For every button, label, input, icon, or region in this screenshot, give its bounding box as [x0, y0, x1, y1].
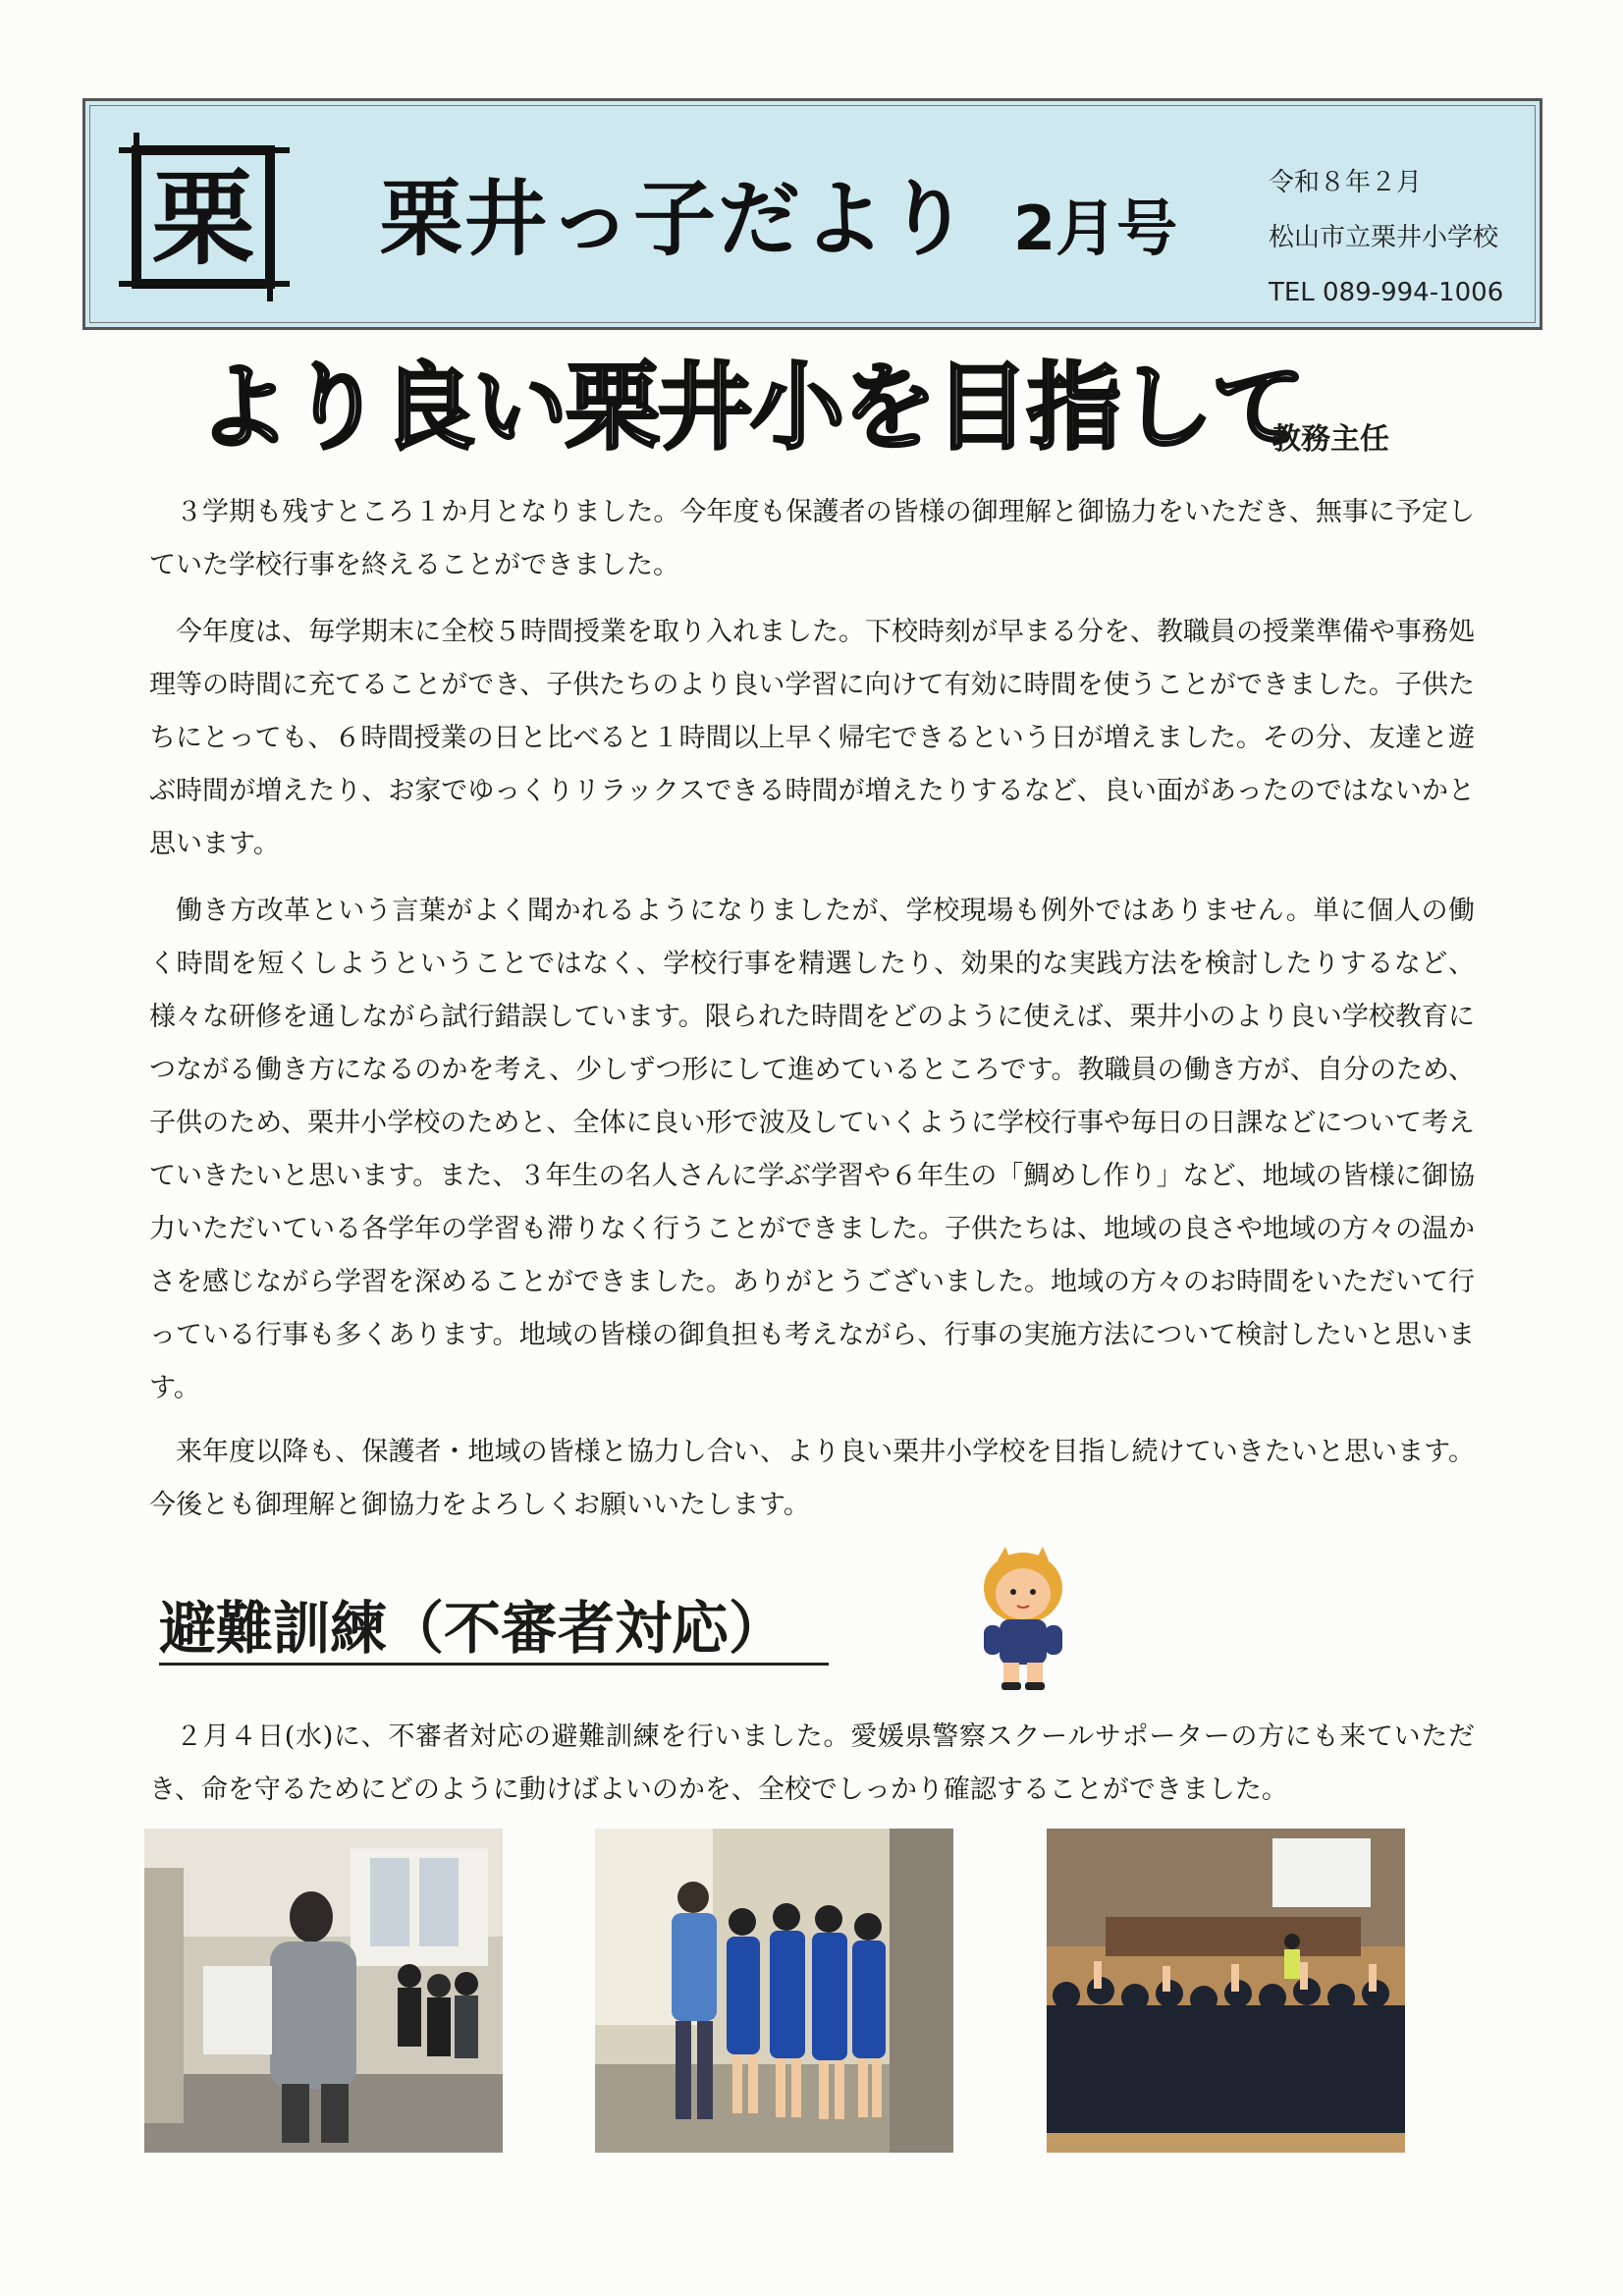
article-paragraph-4: 来年度以降も、保護者・地域の皆様と協力し合い、より良い栗井小学校を目指し続けていきたいと思います。今後とも御理解と御協力をよろしくお願いいたします。: [149, 1437, 1475, 1520]
drill-paragraph: ２月４日(水)に、不審者対応の避難訓練を行いました。愛媛県警察スクールサポーターの方にも来ていただき、命を守るためにどのように動けばよいのかを、全校でしっかり確認することができました。: [149, 1722, 1475, 1805]
article-paragraph-1: ３学期も残すところ１か月となりました。今年度も保護者の皆様の御理解と御協力をいただき、無事に予定していた学校行事を終えることができました。: [149, 497, 1475, 580]
mascot-illustration: [964, 1547, 1082, 1694]
school-logo: [115, 129, 292, 305]
newsletter-header: [82, 98, 1542, 330]
photo-hallway-evacuation: [144, 1829, 503, 2153]
article-paragraph-2: 今年度は、毎学期末に全校５時間授業を取り入れました。下校時刻が早まる分を、教職員の授業準備や事務処理等の時間に充てることができ、子供たちのより良い学習に向けて有効に時間を使うことができました。子供たちにとっても、６時間授業の日と比べると１時間以上早く帰宅できるという日が増えました。その分、友達と遊ぶ時間が増えたり、お家でゆっくりリラックスできる時間が増えたりするなど、良い面があったのではないかと思います。: [149, 617, 1475, 859]
photo-gym-assembly: [1047, 1829, 1405, 2153]
article-headline: より良い栗井小を目指して: [196, 353, 1304, 463]
title-underline: [159, 1663, 829, 1666]
issue-label: 2月号: [1013, 192, 1178, 264]
article-paragraph-3: 働き方改革という言葉がよく聞かれるようになりましたが、学校現場も例外ではありません。単に個人の働く時間を短くしようということではなく、学校行事を精選したり、効果的な実践方法を検討したりするなど、様々な研修を通しながら試行錯誤しています。限られた時間をどのように使えば、栗井小のより良い学校教育につながる働き方になるのかを考え、少しずつ形にして進めているところです。教職員の働き方が、自分のため、子供のため、栗井小学校のためと、全体に良い形で波及していくように学校行事や毎日の日課などについて考えていきたいと思います。また、３年生の名人さんに学ぶ学習や６年生の「鯛めし作り」など、地域の皆様に御協力いただいている各学年の学習も滞りなく行うことができました。子供たちは、地域の良さや地域の方々の温かさを感じながら学習を深めることができました。ありがとうございました。地域の方々のお時間をいただいて行っている行事も多くあります。地域の皆様の御負担も考えながら、行事の実施方法について検討したいと思います。: [149, 896, 1475, 1403]
article-author: 教務主任: [1271, 422, 1389, 457]
logo-char: 栗: [151, 158, 255, 279]
school-name: 松山市立栗井小学校: [1269, 223, 1499, 252]
issue-date: 令和８年２月: [1269, 168, 1423, 197]
school-phone: TEL 089-994-1006: [1269, 278, 1504, 307]
header-meta: [1269, 155, 1503, 320]
photo-students-line: [595, 1829, 953, 2153]
newsletter-title: 栗井っ子だより: [380, 171, 972, 267]
drill-section-title: 避難訓練（不審者対応）: [159, 1595, 786, 1662]
